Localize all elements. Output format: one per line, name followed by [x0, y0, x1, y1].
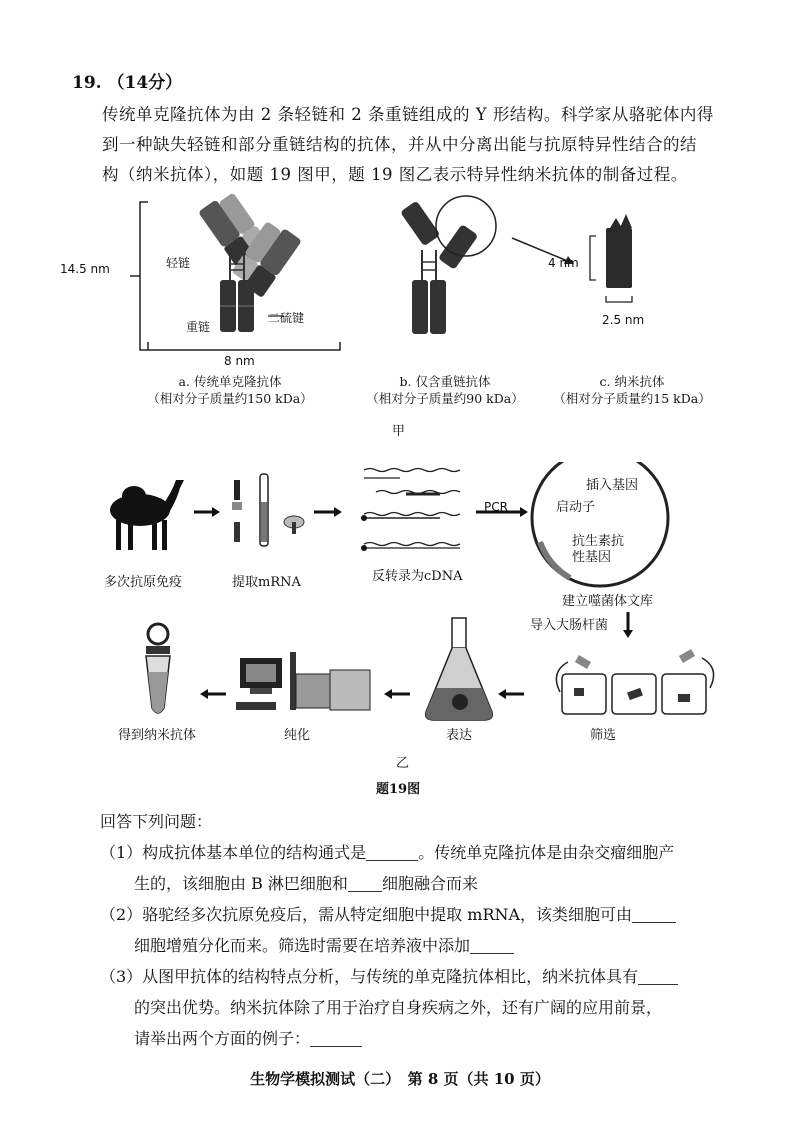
page-footer: 生物学模拟测试（二） 第 8 页（共 10 页） [250, 1070, 550, 1088]
q3-text-a: （3）从图甲抗体的结构特点分析，与传统的单克隆抗体相比，纳米抗体具有 [100, 967, 639, 986]
disulfide-label: 二硫键 [268, 311, 305, 325]
plasmid-resistance-label [572, 534, 624, 566]
q1-blank-2[interactable] [348, 875, 382, 892]
question-3-cont [100, 992, 740, 1023]
intro-line-3: 构（纳米抗体），如题 19 图甲，题 19 图乙表示特异性纳米抗体的制备过程。 [102, 165, 688, 184]
mrna-extraction-icon [232, 474, 304, 546]
height-bracket [140, 202, 148, 350]
figure-a-label: 甲 [392, 424, 406, 439]
q1-text-c: 生的，该细胞由 B 淋巴细胞和 [134, 874, 348, 893]
step-screen: 筛选 [590, 728, 617, 743]
caption-b-title: b. 仅含重链抗体 [399, 374, 491, 389]
dim-width-label: 8 nm [224, 354, 255, 368]
nano-height-label: 4 nm [548, 256, 579, 270]
step-extract-mrna: 提取mRNA [232, 575, 301, 590]
step-transform-ecoli: 导入大肠杆菌 [530, 618, 609, 633]
heavy-chain-label: 重链 [186, 320, 211, 334]
caption-b [345, 373, 545, 407]
intro-line-2: 到一种缺失轻链和部分重链结构的抗体，并从中分离出能与抗原特异性结合的结 [102, 135, 697, 154]
pcr-label: PCR [484, 500, 508, 514]
plasmid-insert-label: 插入基因 [586, 478, 639, 493]
question-intro [102, 100, 742, 190]
question-number-text: 19. [72, 73, 102, 93]
light-chain-label: 轻链 [166, 256, 191, 270]
caption-a-mass: （相对分子质量约150 kDa） [147, 391, 313, 406]
question-3-cont-2 [100, 1023, 740, 1054]
intro-line-1: 传统单克隆抗体为由 2 条轻链和 2 条重链组成的 Y 形结构。科学家从骆驼体内得 [102, 105, 714, 124]
question-3 [100, 961, 740, 992]
q3-text-b: 的突出优势。纳米抗体除了用于治疗自身疾病之外，还有广阔的应用前景， [134, 998, 663, 1017]
q2-blank-1[interactable] [632, 906, 676, 923]
nano-width-label: 2.5 nm [602, 313, 645, 327]
q1-text-d: 细胞融合而来 [381, 874, 478, 893]
q3-blank-1[interactable] [638, 968, 678, 985]
question-2 [100, 899, 740, 930]
q2-text-b: 细胞增殖分化而来。筛选时需要在培养液中添加 [134, 936, 471, 955]
question-2-cont [100, 930, 740, 961]
purification-equipment-icon [236, 652, 370, 710]
caption-c-title: c. 纳米抗体 [599, 374, 665, 389]
question-1 [100, 837, 740, 868]
step-purify: 纯化 [284, 728, 311, 743]
q3-text-c: 请举出两个方面的例子： [134, 1029, 311, 1048]
step-immunize: 多次抗原免疫 [104, 575, 183, 590]
plasmid-promoter-label: 启动子 [556, 500, 596, 515]
step-obtain-nano-antibody: 得到纳米抗体 [118, 728, 197, 743]
q3-blank-2[interactable] [310, 1030, 362, 1047]
nano-antibody-drawing [590, 214, 632, 302]
q2-text-a: （2）骆驼经多次抗原免疫后，需从特定细胞中提取 mRNA，该类细胞可由 [100, 905, 633, 924]
caption-c-mass: （相对分子质量约15 kDa） [553, 391, 711, 406]
nano-antibody-tube-icon [146, 624, 170, 713]
step-reverse-transcribe: 反转录为cDNA [372, 569, 463, 584]
caption-a-title: a. 传统单克隆抗体 [178, 374, 282, 389]
step-express: 表达 [446, 728, 473, 743]
q1-text-a: （1）构成抗体基本单位的结构通式是 [100, 843, 367, 862]
caption-c [532, 373, 732, 407]
question-score: （14分） [107, 73, 183, 93]
questions-section [100, 806, 740, 1054]
caption-a [130, 373, 330, 407]
caption-b-mass: （相对分子质量约90 kDa） [366, 391, 524, 406]
question-1-cont [100, 868, 740, 899]
q1-blank-1[interactable] [366, 844, 418, 861]
question-number [72, 68, 182, 93]
plasmid-resistance-line-1: 抗生素抗 [572, 534, 625, 549]
figure-title: 题19图 [376, 782, 421, 797]
step-phage-library: 建立噬菌体文库 [562, 594, 654, 609]
questions-prompt: 回答下列问题： [100, 812, 213, 831]
q1-text-b: 。传统单克隆抗体是由杂交瘤细胞产 [418, 843, 675, 862]
camel-icon [110, 480, 184, 550]
dim-height-label: 14.5 nm [60, 262, 110, 276]
cdna-strands-icon [364, 469, 460, 549]
figure-b-label: 乙 [396, 756, 410, 771]
q2-blank-2[interactable] [470, 937, 514, 954]
width-bracket [148, 342, 340, 350]
plasmid-resistance-line-2: 性基因 [572, 550, 612, 565]
screening-icon [556, 649, 713, 714]
expression-flask-icon [426, 618, 493, 720]
